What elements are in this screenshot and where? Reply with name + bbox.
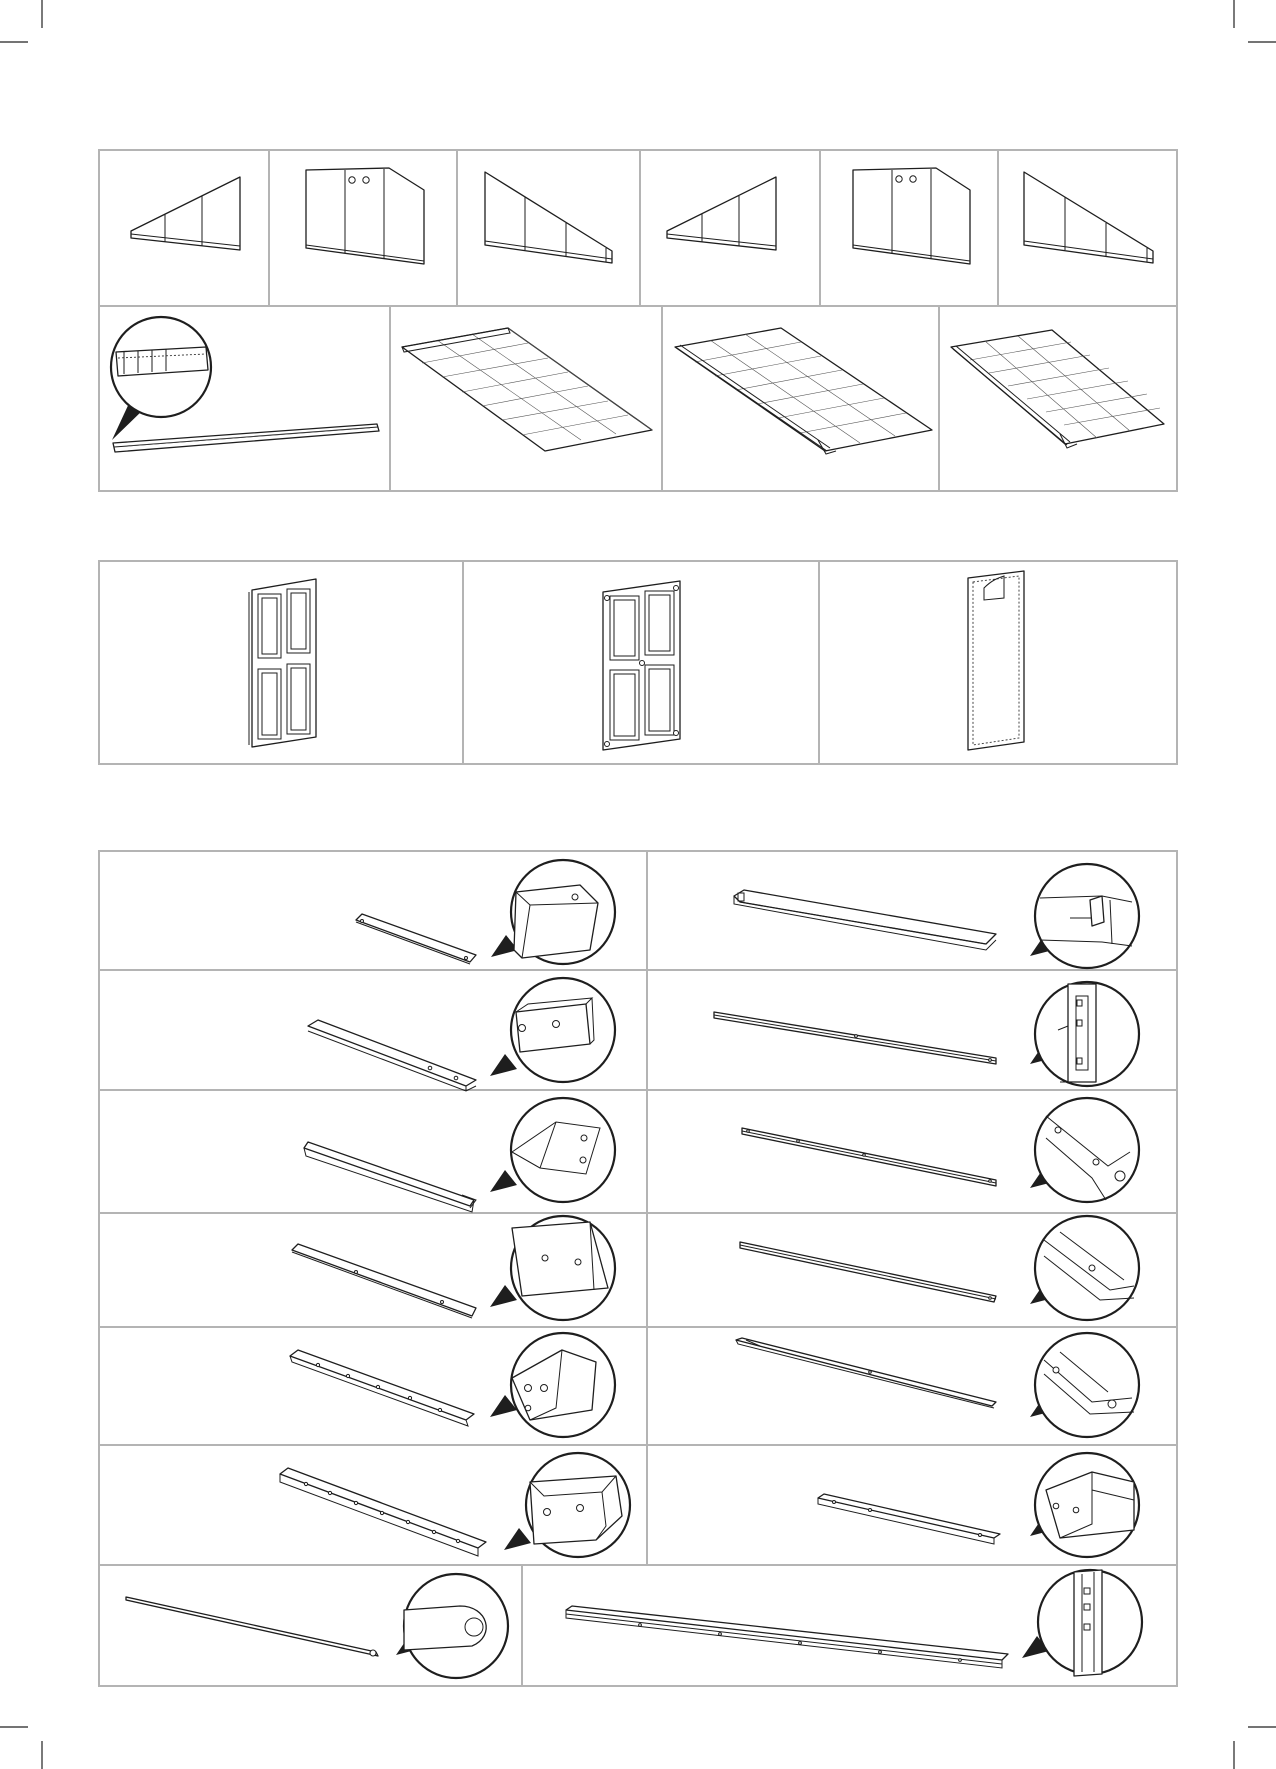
door-panel-table (99, 561, 1177, 764)
roof-ridge-board (111, 317, 379, 452)
door-panel-narrow (249, 579, 316, 747)
gable-panel-large-right (1024, 172, 1153, 263)
gable-panel-back (853, 168, 970, 264)
profile-R4 (740, 1216, 1139, 1320)
door-panel-sheet (968, 571, 1024, 750)
gable-panel-large-left (485, 172, 612, 263)
profile-R3 (742, 1098, 1139, 1202)
gable-panel-small-right (667, 177, 776, 250)
gable-panel-front (306, 168, 424, 264)
profile-R1 (734, 864, 1139, 968)
roof-panel-3 (951, 330, 1164, 448)
roof-panel-2 (675, 328, 932, 454)
profile-R2 (714, 982, 1139, 1086)
profile-R6 (818, 1453, 1139, 1557)
profile-L4 (292, 1216, 615, 1320)
profile-R5 (736, 1333, 1139, 1437)
profile-L3 (304, 1098, 615, 1212)
profile-L5 (290, 1333, 615, 1437)
gable-roof-panel-table (99, 150, 1177, 491)
profile-L1 (356, 860, 615, 964)
profile-table (99, 851, 1177, 1686)
profile-L2 (308, 978, 615, 1091)
long-rail (566, 1570, 1142, 1676)
profile-L6 (280, 1453, 630, 1557)
tie-rod (126, 1574, 508, 1678)
roof-panel-1 (402, 328, 652, 451)
door-panel-wide (603, 581, 680, 750)
gable-panel-small-left (131, 177, 240, 250)
